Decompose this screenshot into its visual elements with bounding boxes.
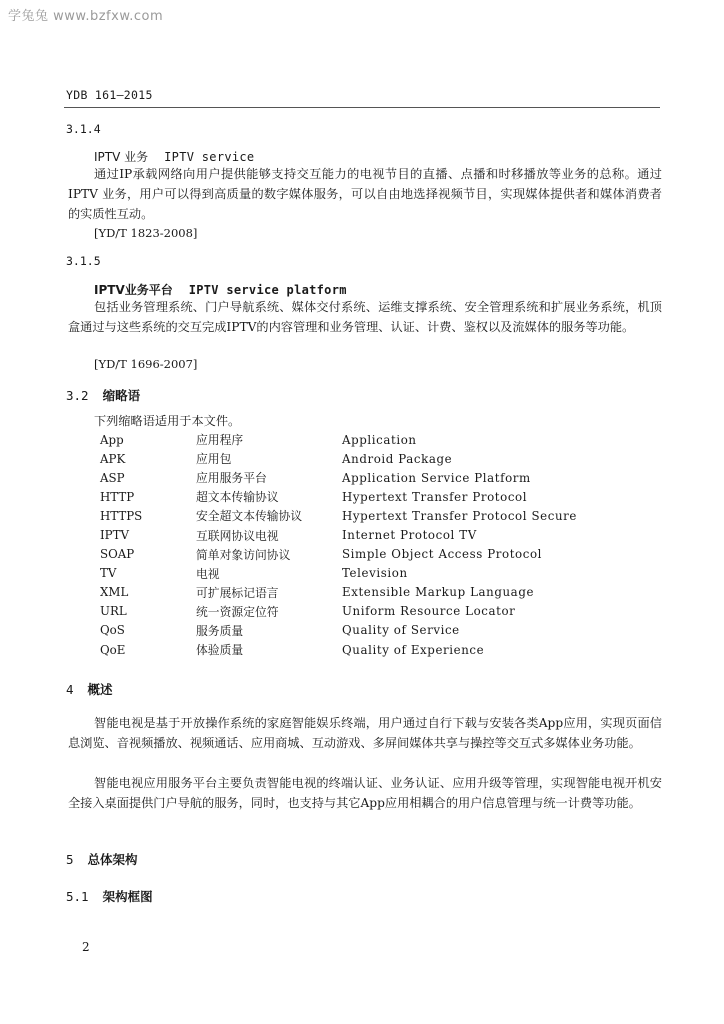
abbreviation-row	[100, 430, 577, 449]
watermark: 学兔兔 www.bzfxw.com	[8, 9, 164, 24]
abbreviation-chinese: 应用服务平台	[196, 471, 267, 486]
abbreviation-row	[100, 525, 577, 544]
section-heading-4	[66, 680, 113, 698]
abbreviation-code: QoE	[100, 642, 126, 657]
abbreviation-code: APK	[100, 451, 126, 466]
abbreviation-chinese: 安全超文本传输协议	[196, 509, 303, 524]
abbreviation-code: HTTPS	[100, 508, 143, 523]
abbreviation-chinese: 应用包	[196, 452, 232, 467]
abbreviation-chinese: 可扩展标记语言	[196, 585, 279, 600]
abbreviation-row	[100, 640, 577, 659]
section-heading-5-1	[66, 887, 153, 905]
abbreviation-row	[100, 545, 577, 564]
term-iptv-service-platform	[94, 281, 347, 298]
abbreviation-english: Simple Object Access Protocol	[342, 547, 543, 562]
definition-iptv-service-platform: 包括业务管理系统、门户导航系统、媒体交付系统、运维支撑系统、安全管理系统和扩展业务系统，机顶盒通过与这些系统的交互完成IPTV的内容管理和业务管理、认证、计费、鉴权以及流媒体的服务等功能。	[68, 300, 662, 334]
section-title: 总体架构	[87, 852, 138, 867]
abbreviation-code: TV	[100, 566, 117, 581]
abbreviation-english: Uniform Resource Locator	[342, 604, 516, 619]
reference-3-1-5: [YD/T 1696-2007]	[94, 357, 198, 371]
abbreviation-row	[100, 468, 577, 487]
overview-paragraph-2: 智能电视应用服务平台主要负责智能电视的终端认证、业务认证、应用升级等管理，实现智能电视开机安全接入桌面提供门户导航的服务，同时，也支持与其它App应用相耦合的用户信息管理与统一计费等功能。	[68, 776, 662, 810]
abbreviation-chinese: 互联网协议电视	[196, 528, 279, 543]
section-number: 5	[66, 852, 74, 867]
abbreviation-chinese: 服务质量	[196, 623, 244, 638]
abbreviation-english: Television	[342, 566, 408, 581]
term-cn: IPTV 业务	[94, 150, 149, 164]
abbreviation-row	[100, 506, 577, 525]
page-number: 2	[82, 940, 90, 954]
section-heading-3-2	[66, 386, 140, 404]
header-divider	[64, 107, 660, 108]
abbreviation-row	[100, 564, 577, 583]
abbreviation-english: Application Service Platform	[342, 470, 531, 485]
section-title: 架构框图	[102, 889, 153, 904]
overview-paragraph-1: 智能电视是基于开放操作系统的家庭智能娱乐终端，用户通过自行下载与安装各类App应用，实现页面信息浏览、音视频播放、视频通话、应用商城、互动游戏、多屏间媒体共享与操控等交互式多媒体业务功能。	[68, 716, 662, 750]
abbreviation-english: Extensible Markup Language	[342, 585, 535, 600]
abbreviation-row	[100, 602, 577, 621]
reference-3-1-4: [YD/T 1823-2008]	[94, 226, 198, 240]
abbreviation-english: Application	[342, 432, 417, 447]
section-number: 3.2	[66, 388, 89, 403]
section-title: 概述	[87, 682, 113, 697]
abbreviation-row	[100, 621, 577, 640]
abbreviation-code: XML	[100, 585, 129, 600]
section-number: 5.1	[66, 889, 89, 904]
abbreviation-table	[100, 430, 577, 659]
abbreviation-code: SOAP	[100, 547, 135, 562]
term-en: IPTV service platform	[188, 283, 347, 297]
abbreviation-english: Internet Protocol TV	[342, 528, 477, 543]
abbreviation-chinese: 超文本传输协议	[196, 490, 279, 505]
abbreviation-code: HTTP	[100, 489, 135, 504]
abbreviation-chinese: 体验质量	[196, 643, 244, 658]
clause-number-3-1-4: 3.1.4	[66, 122, 101, 136]
term-cn: IPTV业务平台	[94, 283, 173, 297]
clause-number-3-1-5: 3.1.5	[66, 254, 101, 268]
abbreviation-english: Quality of Experience	[342, 642, 485, 657]
section-title: 缩略语	[102, 388, 141, 403]
abbreviation-english: Hypertext Transfer Protocol	[342, 489, 528, 504]
abbreviation-code: App	[100, 432, 124, 447]
document-code: YDB 161—2015	[66, 88, 153, 102]
abbreviation-english: Hypertext Transfer Protocol Secure	[342, 508, 577, 523]
abbreviation-chinese: 统一资源定位符	[196, 604, 279, 619]
section-number: 4	[66, 682, 74, 697]
term-iptv-service	[94, 148, 254, 165]
abbreviation-chinese: 电视	[196, 566, 220, 581]
abbreviation-code: QoS	[100, 623, 125, 638]
abbreviation-code: IPTV	[100, 528, 129, 543]
abbreviation-chinese: 应用程序	[196, 433, 244, 448]
definition-iptv-service: 通过IP承载网络向用户提供能够支持交互能力的电视节目的直播、点播和时移播放等业务的总称。通过IPTV 业务，用户可以得到高质量的数字媒体服务，可以自由地选择视频节目，实现媒体提供者和媒体消费者的实质性互动。	[68, 167, 662, 221]
term-en: IPTV service	[164, 150, 255, 164]
abbreviation-english: Android Package	[342, 451, 453, 466]
abbreviation-intro: 下列缩略语适用于本文件。	[94, 414, 241, 428]
section-heading-5	[66, 850, 138, 868]
abbreviation-row	[100, 449, 577, 468]
abbreviation-code: URL	[100, 604, 127, 619]
abbreviation-row	[100, 487, 577, 506]
abbreviation-english: Quality of Service	[342, 623, 460, 638]
abbreviation-code: ASP	[100, 470, 125, 485]
abbreviation-chinese: 简单对象访问协议	[196, 547, 291, 562]
abbreviation-row	[100, 583, 577, 602]
